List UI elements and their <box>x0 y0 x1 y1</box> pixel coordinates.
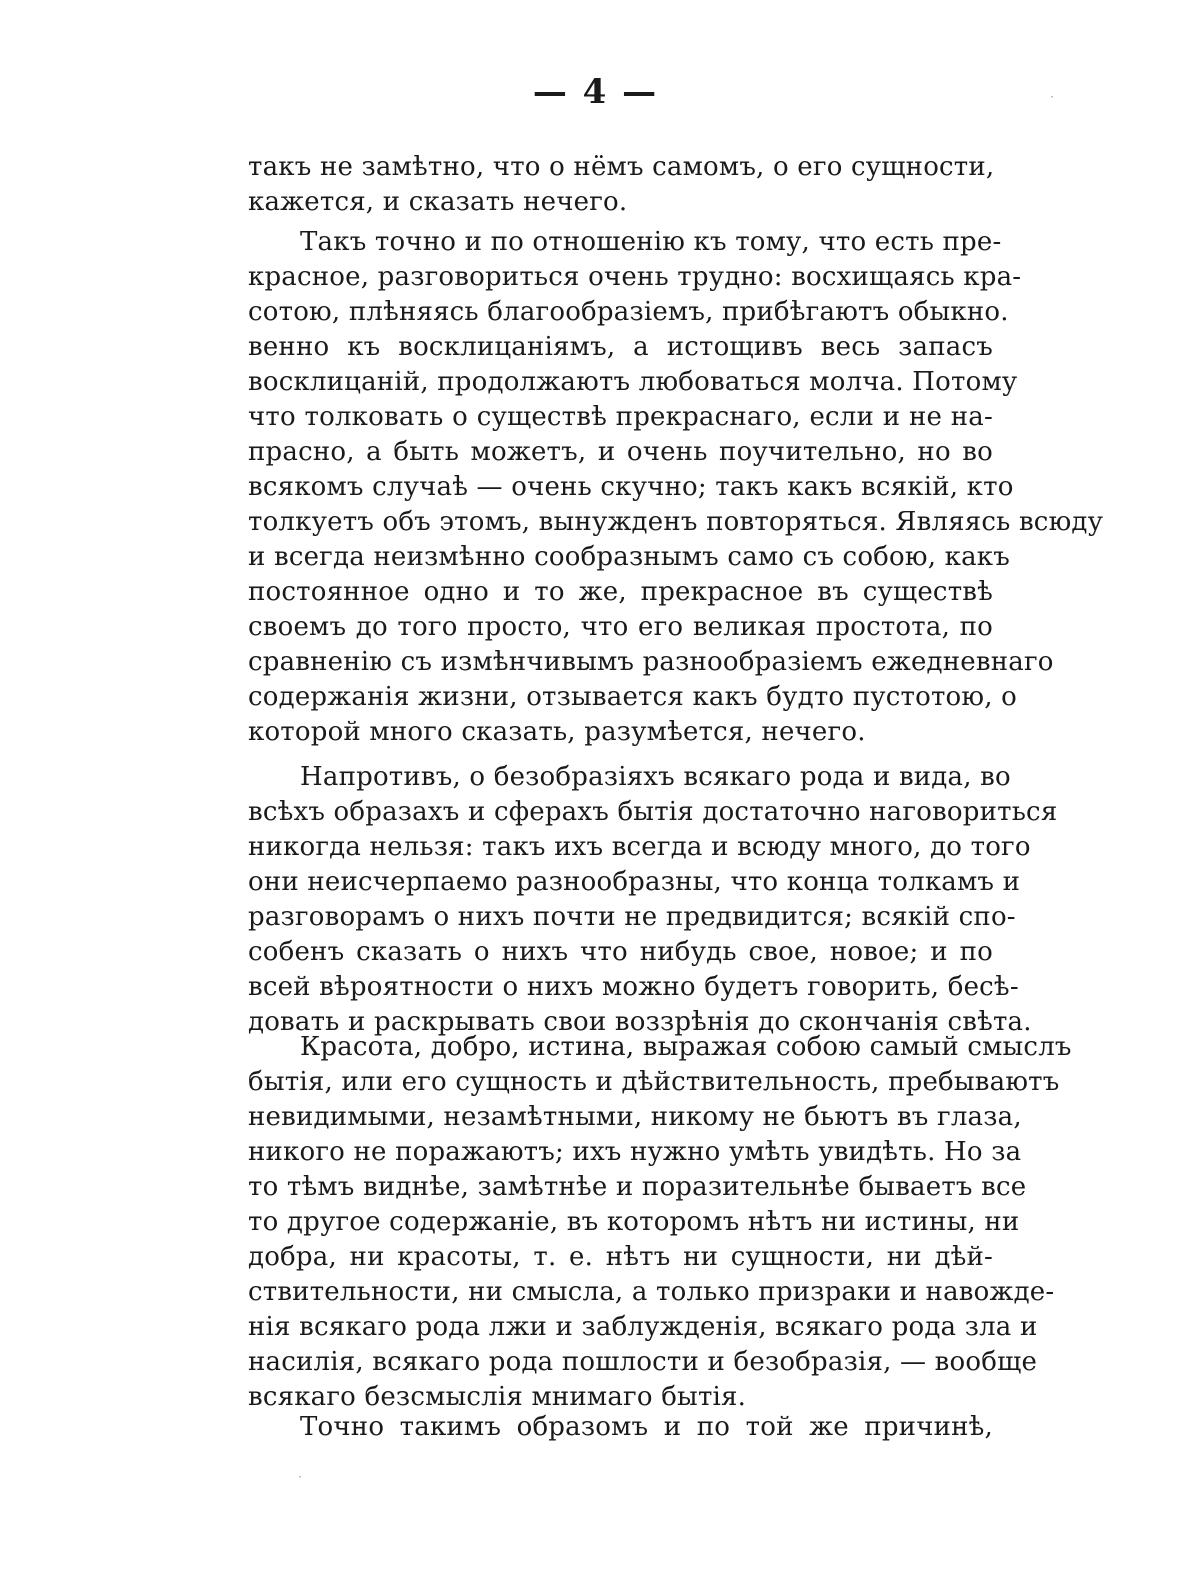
text-line: Напротивъ, о безобразіяхъ всякаго рода и вида, во <box>300 762 1011 792</box>
text-line: и всегда неизмѣнно сообразнымъ само съ собою, какъ <box>248 542 1010 572</box>
text-line: никогда нельзя: такъ ихъ всегда и всюду много, до того <box>248 832 1031 862</box>
text-line: кажется, и сказать нечего. <box>248 187 628 217</box>
text-line: красное, разговориться очень трудно: восхищаясь кра- <box>248 262 1022 292</box>
paragraph <box>248 1410 993 1445</box>
text-line: никого не поражаютъ; ихъ нужно умѣть увидѣть. Но за <box>248 1137 1022 1167</box>
text-line: добра, ни красоты, т. е. нѣтъ ни сущности, ни дѣй- <box>248 1242 993 1272</box>
text-line: толкуетъ объ этомъ, вынужденъ повторяться. Являясь всюду <box>248 507 1104 537</box>
text-line: разговорамъ о нихъ почти не предвидится; всякій спо- <box>248 902 1016 932</box>
text-line: Точно такимъ образомъ и по той же причинѣ, <box>300 1412 993 1442</box>
text-line: всякомъ случаѣ — очень скучно; такъ какъ всякій, кто <box>248 472 1014 502</box>
text-line: то тѣмъ виднѣе, замѣтнѣе и поразительнѣе бываетъ все <box>248 1172 1027 1202</box>
text-line: Такъ точно и по отношенію къ тому, что есть пре- <box>300 227 1002 257</box>
text-line: Красота, добро, истина, выражая собою самый смыслъ <box>300 1032 1072 1062</box>
text-line: всей вѣроятности о нихъ можно будетъ говорить, бесѣ- <box>248 972 1019 1002</box>
scan-speck: · <box>298 1470 302 1484</box>
text-line: что толковать о существѣ прекраснаго, если и не на- <box>248 402 993 432</box>
text-line: довать и раскрывать свои воззрѣнія до скончанія свѣта. <box>248 1007 1032 1037</box>
text-line: бытія, или его сущность и дѣйствительность, пребываютъ <box>248 1067 1060 1097</box>
text-line: венно къ восклицаніямъ, а истощивъ весь запасъ <box>248 332 993 362</box>
text-line: насилія, всякаго рода пошлости и безобразія, — вообще <box>248 1347 1038 1377</box>
text-line: такъ не замѣтно, что о нёмъ самомъ, о его сущности, <box>248 152 995 182</box>
text-line: собенъ сказать о нихъ что нибудь свое, новое; и по <box>248 937 993 967</box>
text-line: сравненію съ измѣнчивымъ разнообразіемъ ежедневнаго <box>248 647 1054 677</box>
paragraph <box>248 1030 1072 1415</box>
text-line: своемъ до того просто, что его великая простота, по <box>248 612 993 642</box>
text-line: всякаго безсмыслія мнимаго бытія. <box>248 1382 747 1412</box>
scan-speck: · <box>1050 90 1054 104</box>
paragraph <box>248 760 1058 1040</box>
text-line: то другое содержаніе, въ которомъ нѣтъ ни истины, ни <box>248 1207 1020 1237</box>
text-line: восклицаній, продолжаютъ любоваться молча. Потому <box>248 367 1018 397</box>
paragraph <box>248 150 993 220</box>
text-line: прасно, а быть можетъ, и очень поучительно, но во <box>248 437 993 467</box>
text-line: ствительности, ни смысла, а только призраки и навожде- <box>248 1277 1055 1307</box>
text-line: всѣхъ образахъ и сферахъ бытія достаточно наговориться <box>248 797 1058 827</box>
text-line: содержанія жизни, отзывается какъ будто пустотою, о <box>248 682 1017 712</box>
text-line: которой много сказать, разумѣется, нечего. <box>248 717 866 747</box>
text-line: нія всякаго рода лжи и заблужденія, всякаго рода зла и <box>248 1312 1038 1342</box>
text-line: сотою, плѣняясь благообразіемъ, прибѣгаютъ обыкно. <box>248 297 1009 327</box>
paragraph <box>248 225 1104 750</box>
page-number: — 4 — <box>532 72 659 112</box>
text-line: невидимыми, незамѣтными, никому не бьютъ въ глаза, <box>248 1102 1022 1132</box>
text-line: постоянное одно и то же, прекрасное въ существѣ <box>248 577 993 607</box>
text-line: они неисчерпаемо разнообразны, что конца толкамъ и <box>248 867 1021 897</box>
